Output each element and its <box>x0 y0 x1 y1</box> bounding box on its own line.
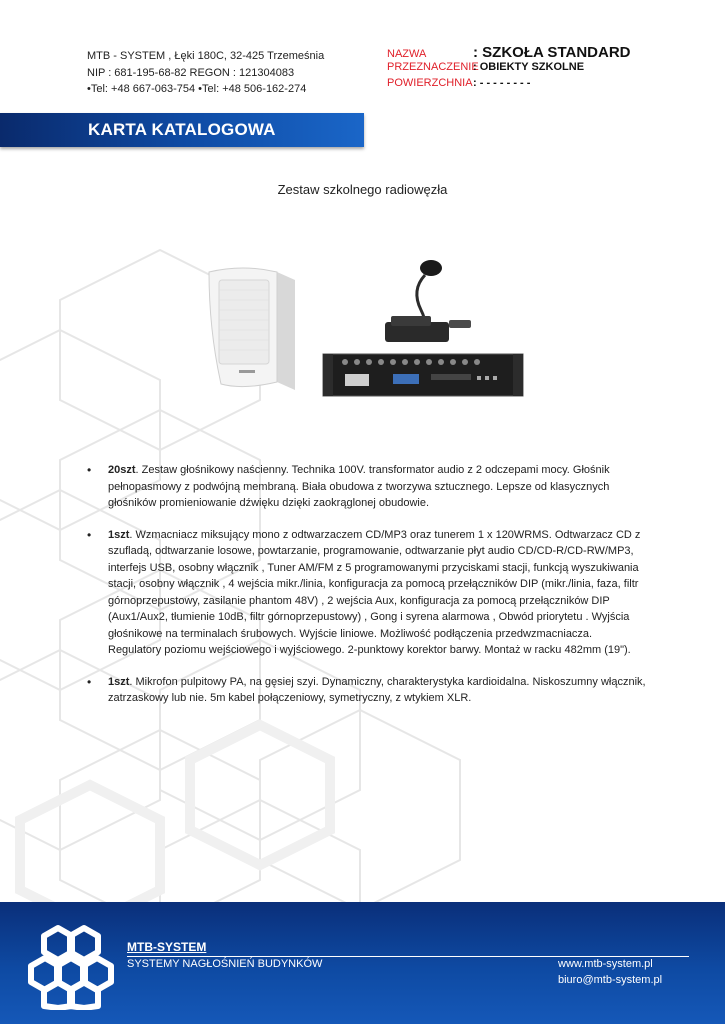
footer-tagline: SYSTEMY NAGŁOŚNIEŃ BUDYNKÓW <box>127 958 323 970</box>
title-banner <box>0 113 364 147</box>
item-quantity: 1szt <box>108 528 130 541</box>
page-subtitle: Zestaw szkolnego radiowęzła <box>277 182 448 197</box>
footer-website-link[interactable]: www.mtb-system.pl <box>558 958 653 970</box>
item-description: . Mikrofon pulpitowy PA, na gęsiej szyi. Dynamiczny, charakterystyka kardioidalna. Niskoszumny włącznik, zatrzaskowy lub nie. 5m kabel połączeniowy, symetryczny, z wtykiem XLR. <box>108 675 646 704</box>
item-description: . Zestaw głośnikowy naścienny. Technika 100V. transformator audio z 2 odczepami mocy. Głośnik pełnopasmowy z podwójną membraną. Biała obudowa z tworzywa sztucznego. Lepsze od klasycznych głośników promieniowanie dźwięku dzięki zaokrąglonej obudowie. <box>108 464 610 509</box>
meta-row-purpose <box>387 61 631 78</box>
company-address: MTB - SYSTEM , Łęki 180C, 32-425 Trzemeśnia <box>87 50 325 62</box>
footer-brand: MTB-SYSTEM <box>127 940 207 954</box>
meta-row-area <box>387 77 631 94</box>
wall-speaker-icon <box>209 268 295 390</box>
list-item <box>87 462 647 512</box>
company-phones: •Tel: +48 667-063-754 •Tel: +48 506-162-274 <box>87 83 307 95</box>
meta-area-value: : - - - - - - - - <box>473 77 531 89</box>
products-illustration <box>195 250 535 410</box>
company-registration: NIP : 681-195-68-82 REGON : 121304083 <box>87 66 295 79</box>
meta-purpose-value: : OBIEKTY SZKOLNE <box>473 60 585 73</box>
rack-amplifier-icon <box>323 354 523 396</box>
item-quantity: 20szt <box>108 464 136 476</box>
company-info <box>87 48 324 98</box>
item-list <box>87 462 647 722</box>
footer-divider <box>127 956 689 957</box>
footer-email-link[interactable]: biuro@mtb-system.pl <box>558 974 663 986</box>
mtb-hex-logo-icon <box>28 924 114 1010</box>
footer <box>0 902 725 1024</box>
catalog-meta <box>387 44 631 94</box>
page-title: KARTA KATALOGOWA <box>88 120 276 139</box>
meta-purpose-label: PRZEZNACZENIE <box>387 60 479 73</box>
meta-area-label: POWIERZCHNIA <box>387 77 473 89</box>
item-description: . Wzmacniacz miksujący mono z odtwarzaczem CD/MP3 oraz tunerem 1 x 120WRMS. Odtwarzacz CD z szufladą, odtwarzanie losowe, powtarzanie, programowanie, odtwarzanie płyt audio CD/CD-R/CD-RW/MP3, interfejs USB, osobny włącznik , Tuner AM/FM z 5 programowanymi przyciskami stacji, funkcją wyszukiwania stacji, osobny włącznik , 4 wejścia mikr./linia, konfiguracja za pomocą przełączników DIP (mikr./linia, faza, filtr górnoprzepustowy, zasilanie phantom 48V) , 2 wejścia Aux, konfiguracja za pomocą przełączników DIP (Aux1/Aux2, tłumienie 10dB, filtr górnoprzepustowy) , Gong i syrena alarmowa , Obwód priorytetu . Wyjścia głośnikowe na terminalach śrubowych. Wyjście liniowe. Możliwość podłączenia przedwzmacniacza. Regulatory poziomu wejściowego i wyjściowego. 2-punktowy korektor barwy. Montaż w racku 482mm (19"). <box>108 528 641 656</box>
list-item <box>87 674 647 707</box>
meta-name-label: NAZWA <box>387 48 427 60</box>
meta-row-name <box>387 44 631 61</box>
list-item <box>87 527 647 659</box>
meta-name-value: : SZKOŁA STANDARD <box>473 44 631 61</box>
desk-microphone-icon <box>385 260 471 342</box>
item-quantity: 1szt <box>108 675 130 688</box>
